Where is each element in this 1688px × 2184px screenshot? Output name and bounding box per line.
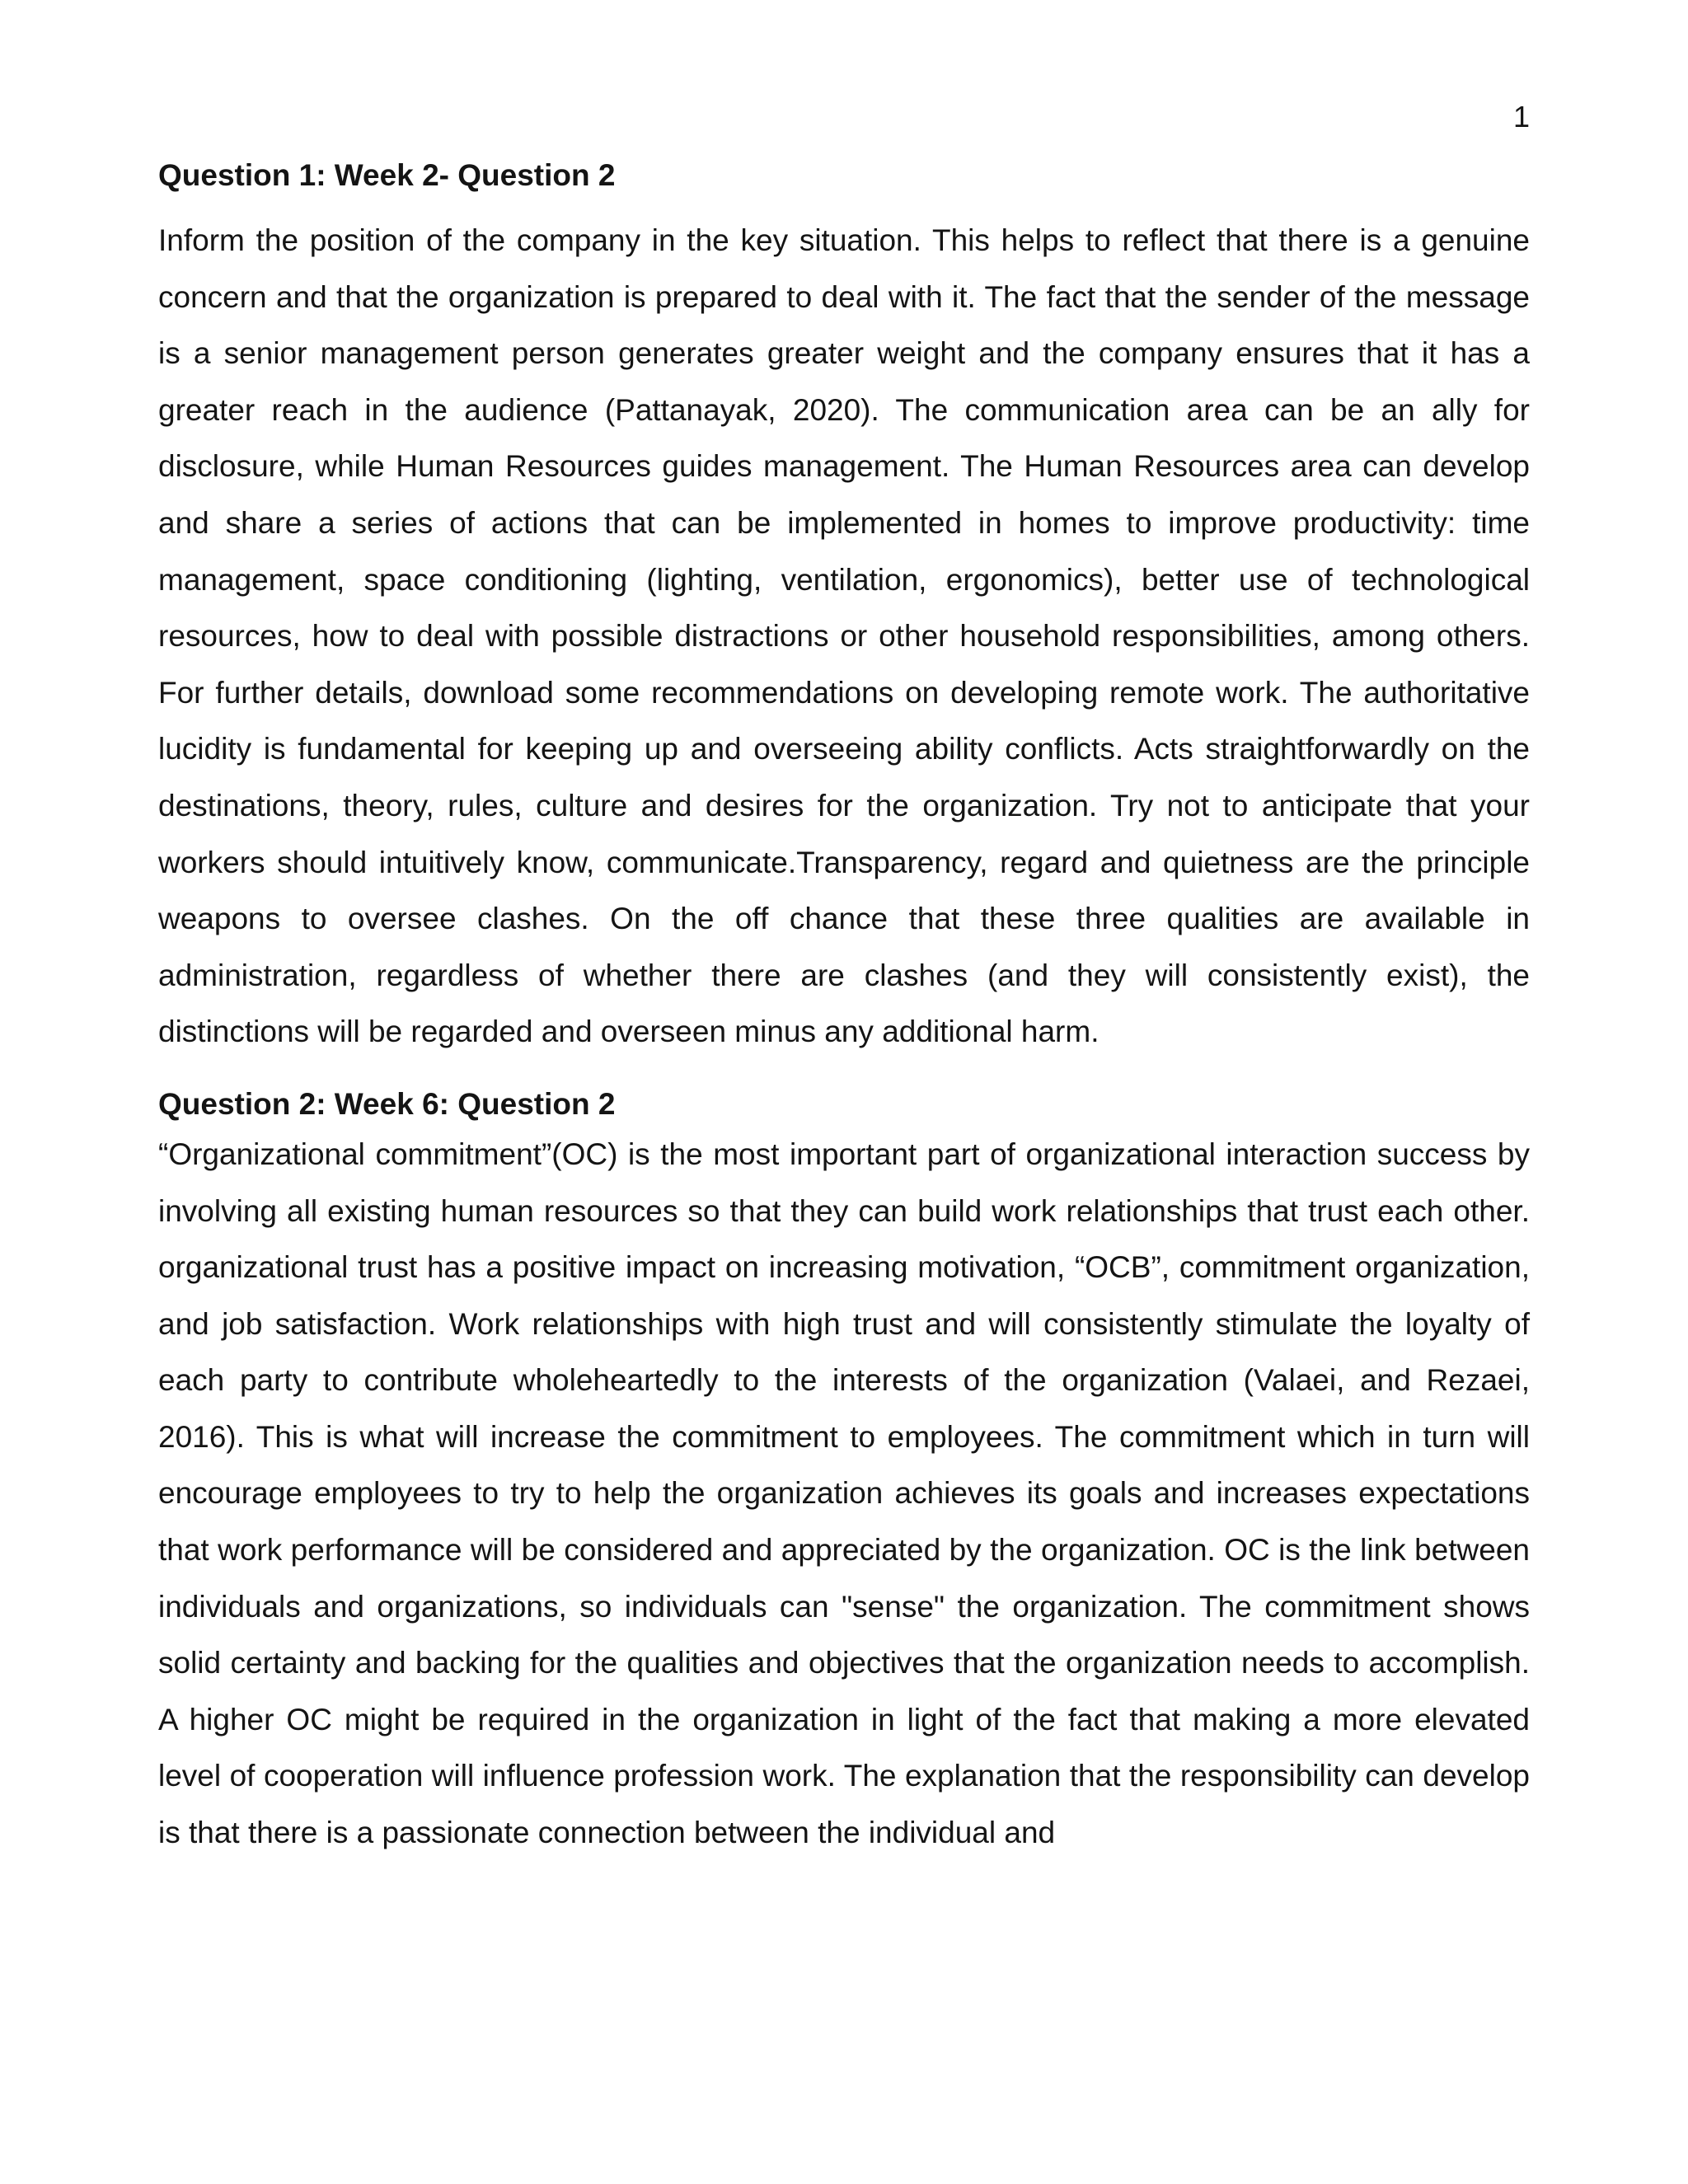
section-body-question-1: Inform the position of the company in the key situation. This helps to reflect that there is a genuine concern and that the organization is prepared to deal with it. The fact that the sender of the message is a senior management person generates greater weight and the company ensures that it has a greater reach in the audience (Pattanayak, 2020). The communication area can be an ally for disclosure, while Human Resources guides management. The Human Resources area can develop and share a series of actions that can be implemented in homes to improve productivity: time management, space conditioning (lighting, ventilation, ergonomics), better use of technological resources, how to deal with possible distractions or other household responsibilities, among others. For further details, download some recommendations on developing remote work. The authoritative lucidity is fundamental for keeping up and overseeing ability conflicts. Acts straightforwardly on the destinations, theory, rules, culture and desires for the organization. Try not to anticipate that your workers should intuitively know, communicate.Transparency, regard and quietness are the principle weapons to oversee clashes. On the off chance that these three qualities are available in administration, regardless of whether there are clashes (and they will consistently exist), the distinctions will be regarded and overseen minus any additional harm. (158, 223, 1530, 1049)
section-heading-question-2: Question 2: Week 6: Question 2 (158, 1086, 616, 1121)
page-number: 1 (1512, 100, 1530, 134)
section-heading-question-1: Question 1: Week 2- Question 2 (158, 158, 616, 192)
section-body-question-2: “Organizational commitment”(OC) is the most important part of organizational interaction success by involving all existing human resources so that they can build work relationships that trust each other. organizational trust has a positive impact on increasing motivation, “OCB”, commitment organization, and job satisfaction. Work relationships with high trust and will consistently stimulate the loyalty of each party to contribute wholeheartedly to the interests of the organization (Valaei, and Rezaei, 2016). This is what will increase the commitment to employees. The commitment which in turn will encourage employees to try to help the organization achieves its goals and increases expectations that work performance will be considered and appreciated by the organization. OC is the link between individuals and organizations, so individuals can "sense" the organization. The commitment shows solid certainty and backing for the qualities and objectives that the organization needs to accomplish. A higher OC might be required in the organization in light of the fact that making a more elevated level of cooperation will influence profession work. The explanation that the responsibility can develop is that there is a passionate connection between the individual and (158, 1137, 1530, 1850)
document-body (158, 155, 1530, 1862)
